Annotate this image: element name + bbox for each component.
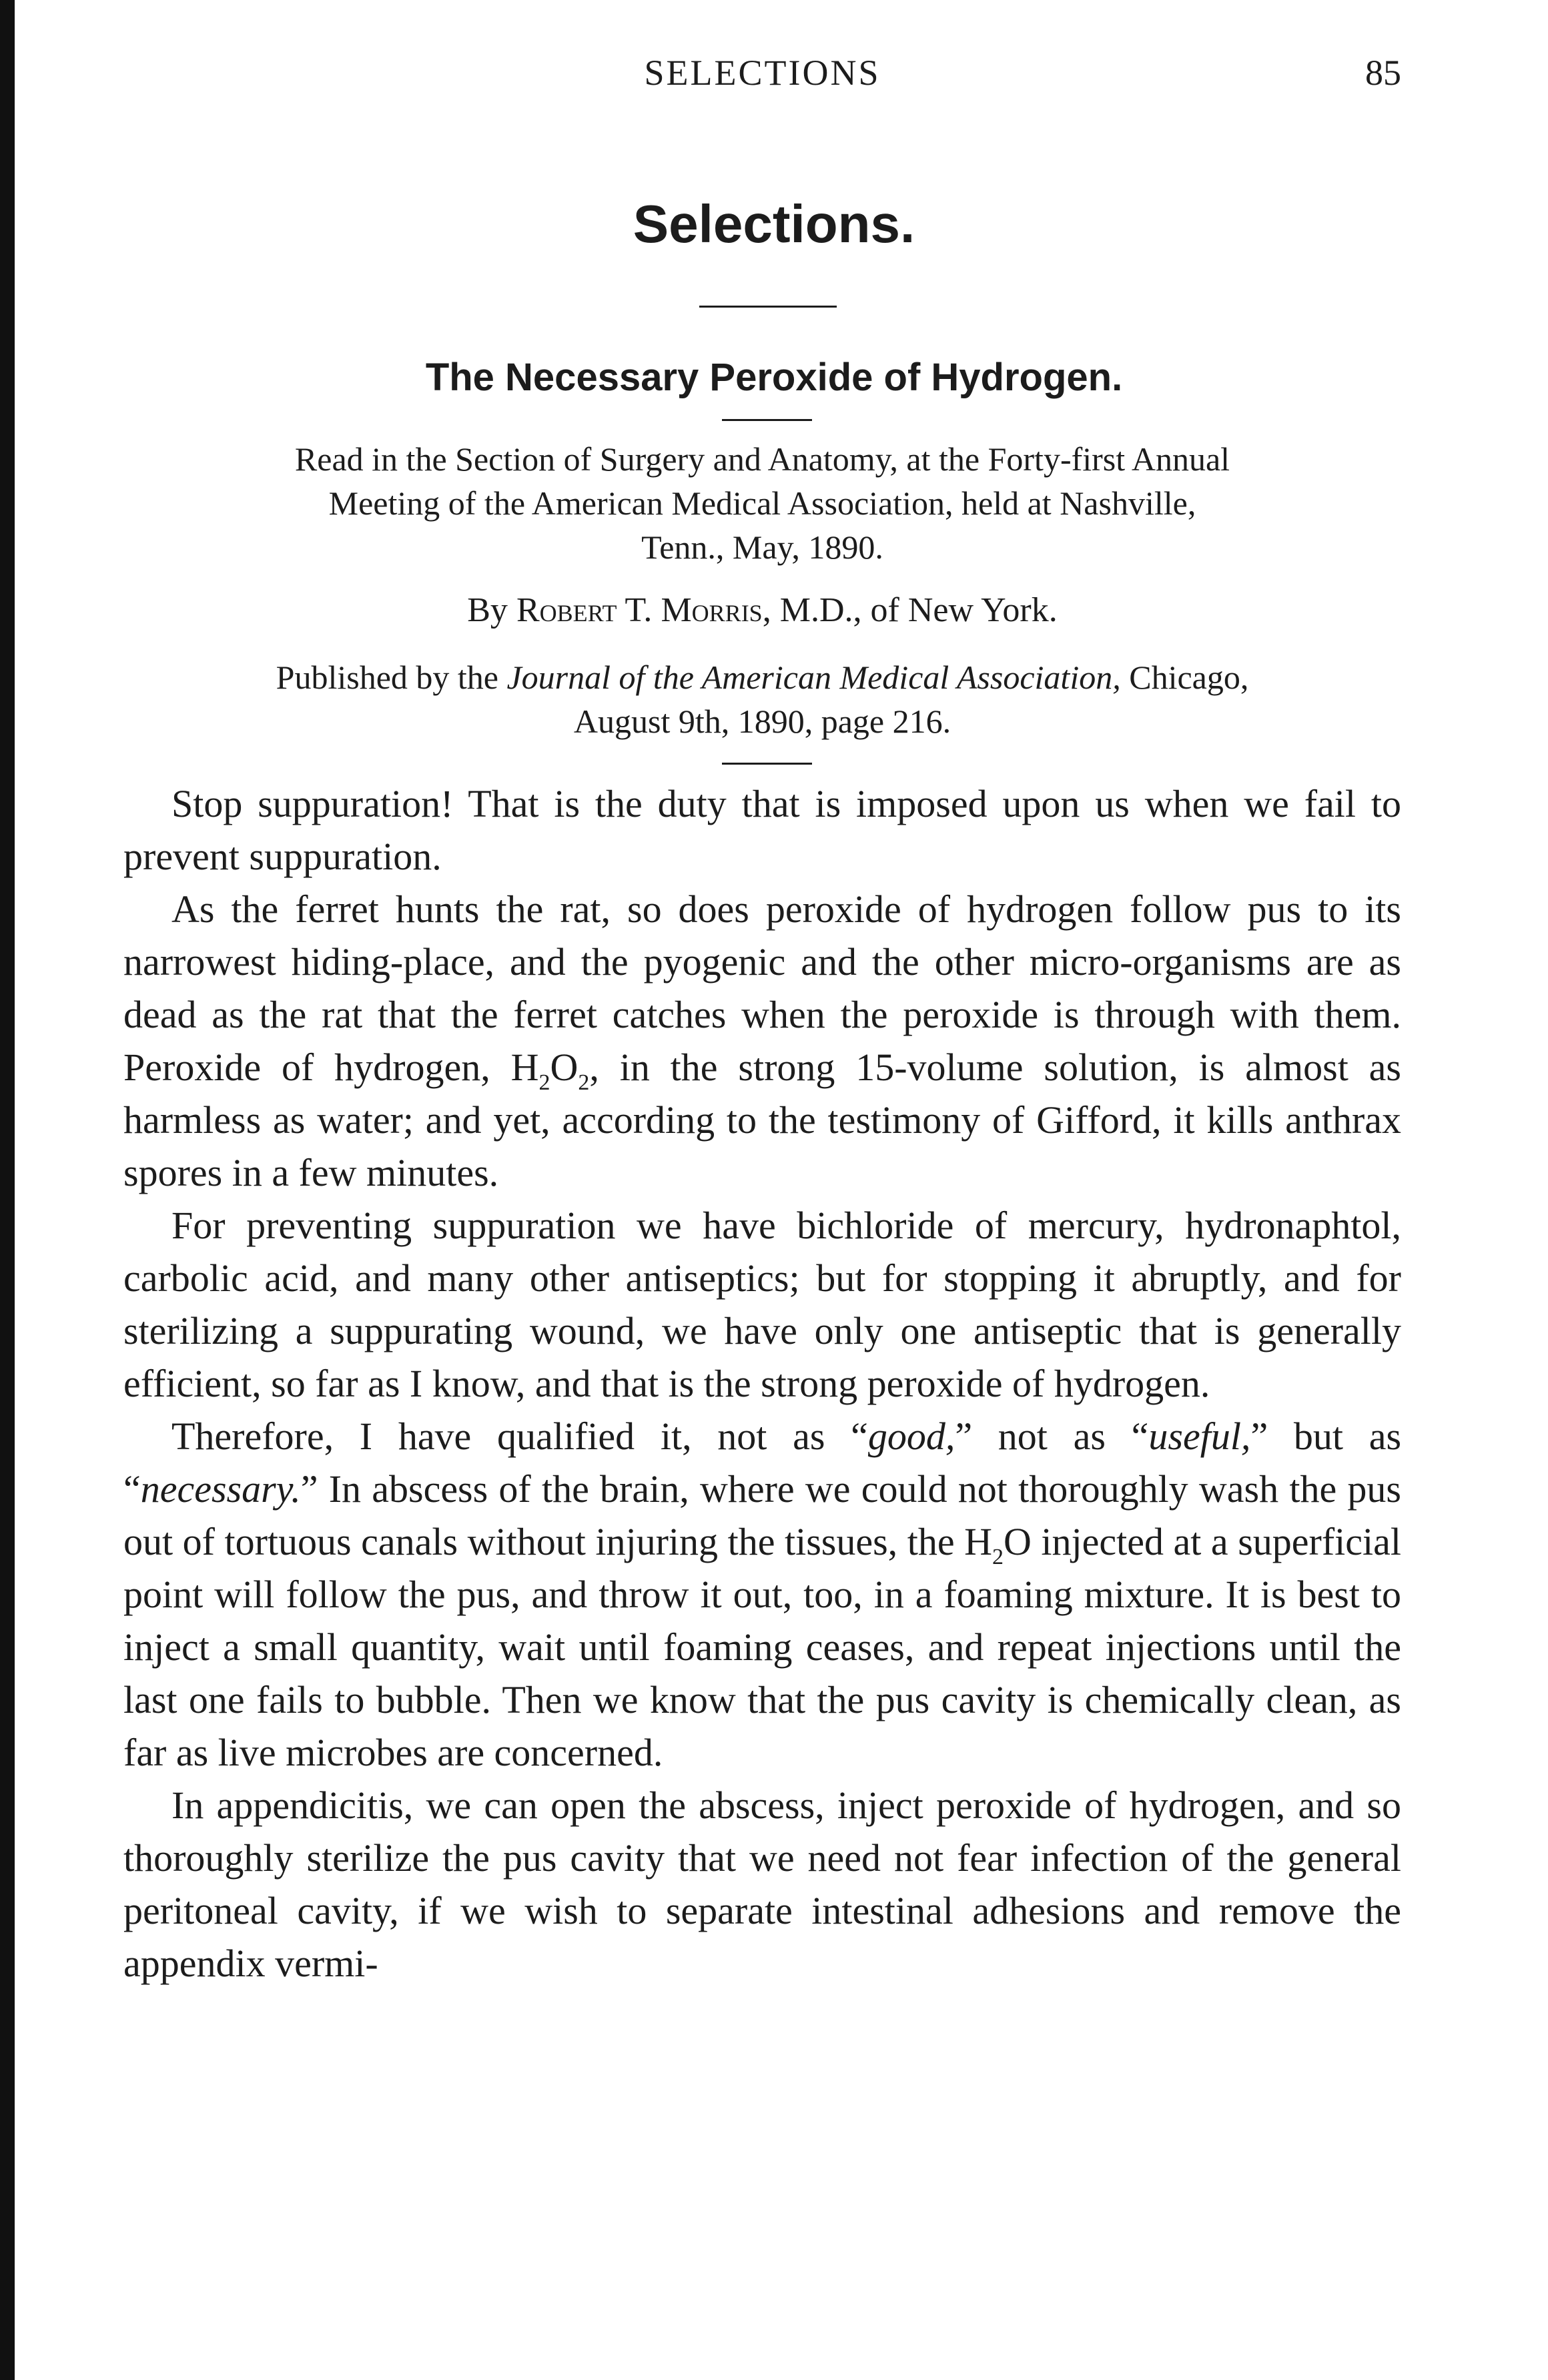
reading-note-line-1: Read in the Section of Surgery and Anatomy, at the Forty-first Annual	[294, 440, 1230, 478]
rule-before-body	[722, 763, 812, 765]
author-first-name: Robert	[516, 591, 617, 629]
journal-name: Journal of the American Medical Association,	[506, 659, 1121, 696]
article-title: The Necessary Peroxide of Hydrogen.	[425, 356, 1123, 399]
publication-note-line-2: August 9th, 1890, page 216.	[573, 703, 951, 740]
publication-note-line-1	[123, 655, 1401, 699]
emphasis-necessary: necessary.	[140, 1467, 301, 1511]
subscript: 2	[992, 1545, 1004, 1569]
paragraph-4	[123, 1410, 1401, 1779]
byline	[123, 588, 1401, 633]
subscript: 2	[538, 1070, 550, 1095]
paragraph-4-text: ” not as “	[955, 1415, 1149, 1458]
byline-by: By	[467, 591, 508, 629]
byline-rest: M.D., of New York.	[779, 591, 1058, 629]
paragraph-5: In appendicitis, we can open the abscess, inject peroxide of hydrogen, and so thoroughly sterilize the pus cavity that we need not fear infection of the general peritoneal cavity, if we wish to separate intestinal adhesions and remove the appendix vermi-	[123, 1783, 1401, 1985]
paragraph-4-text: Therefore, I have qualified it, not as “	[171, 1415, 868, 1458]
paragraph-4-text: ” but as “	[123, 1415, 1402, 1511]
reading-note	[123, 437, 1401, 569]
published-by-text: Published by the	[276, 659, 498, 696]
paragraph-2-text-cont: , in the strong 15-volume solution, is almost as harmless as water; and yet, according to the testimony of Gifford, it kills anthrax spores in a few minutes.	[123, 1046, 1401, 1194]
page-number: 85	[1365, 53, 1401, 93]
running-head	[123, 52, 1401, 105]
emphasis-good: good,	[867, 1415, 955, 1458]
paragraph-1: Stop suppuration! That is the duty that is imposed upon us when we fail to prevent suppuration.	[123, 782, 1401, 878]
paragraph-4-text: ” In abscess of the brain, where we could not thoroughly wash the pus out of tortuous canals without injuring the tissues, the H	[123, 1467, 1401, 1563]
reading-note-line-3: Tenn., May, 1890.	[641, 528, 883, 566]
paragraph-2	[123, 883, 1401, 1199]
rule-under-article-title	[722, 419, 812, 421]
formula-oxygen: O	[550, 1046, 578, 1089]
paragraph-4-text-cont: O injected at a superficial point will follow the pus, and throw it out, too, in a foaming mixture. It is best to inject a small quantity, wait until foaming ceases, and repeat injections until the last one fails to bubble. Then we know that the pus cavity is chemically clean, as far as live microbes are concerned.	[123, 1520, 1401, 1774]
paragraph-3: For preventing suppuration we have bichloride of mercury, hydronaphtol, carbolic acid, and many other antiseptics; but for stopping it abruptly, and for sterilizing a suppurating wound, we have only one antiseptic that is generally efficient, so far as I know, and that is the strong peroxide of hydrogen.	[123, 1204, 1401, 1405]
publication-note	[123, 655, 1401, 743]
emphasis-useful: useful,	[1148, 1415, 1251, 1458]
published-city: Chicago,	[1129, 659, 1249, 696]
paragraph-2-text: As the ferret hunts the rat, so does peroxide of hydrogen follow pus to its narrowest hiding-place, and the pyogenic and the other micro-organisms are as dead as the rat that the ferret catches when the peroxide is through with them. Peroxide of hydrogen, H	[123, 887, 1401, 1089]
author-initial: T.	[625, 591, 653, 629]
reading-note-line-2: Meeting of the American Medical Association, held at Nashville,	[328, 484, 1196, 522]
subscript: 2	[578, 1070, 590, 1095]
section-title: Selections.	[633, 194, 915, 254]
article-body	[123, 777, 1401, 1990]
author-surname: Morris,	[661, 591, 771, 629]
running-head-title: SELECTIONS	[644, 53, 881, 93]
rule-under-section-title	[699, 306, 837, 308]
